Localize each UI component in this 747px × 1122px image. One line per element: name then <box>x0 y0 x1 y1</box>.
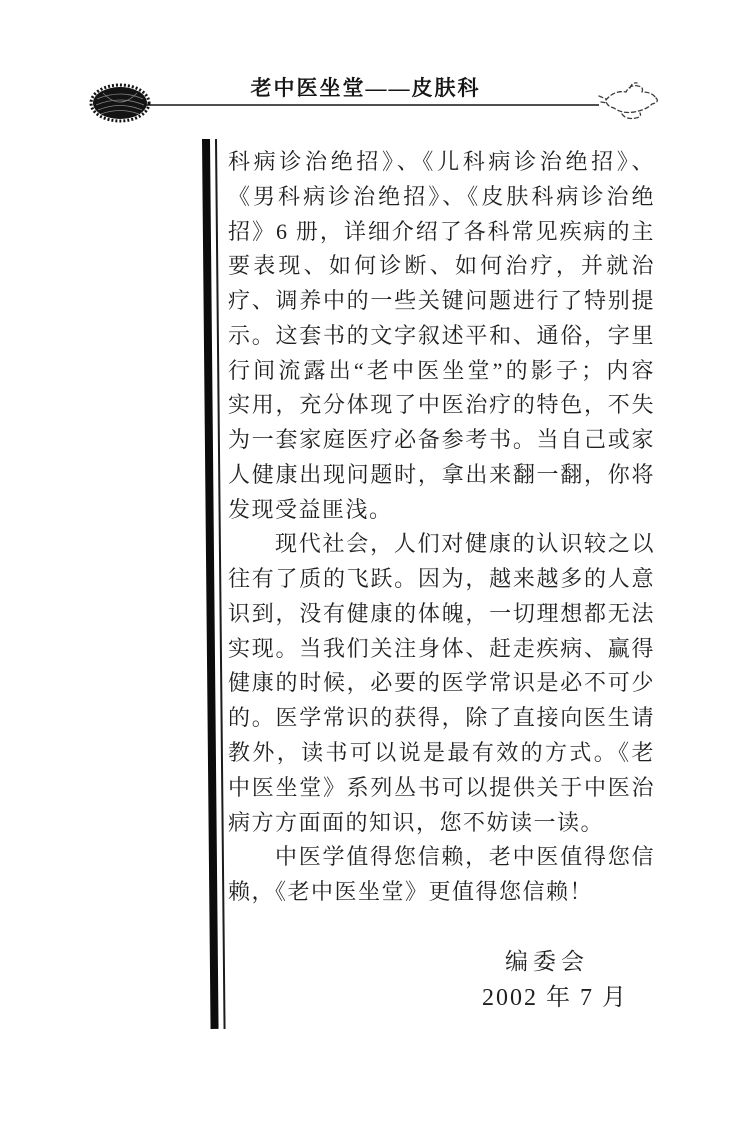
text-line: 发现受益匪浅。 <box>228 496 393 522</box>
bird-sketch-ornament <box>596 76 662 133</box>
text-line: 示。这套书的文字叙述平和、通俗，字里 <box>228 322 655 348</box>
text-line: 识到，没有健康的体魄，一切理想都无法 <box>228 600 655 626</box>
header-divider <box>136 104 599 106</box>
text-line: 教外，读书可以说是最有效的方式。《老 <box>228 740 655 766</box>
text-line: 的。医学常识的获得，除了直接向医生请 <box>228 705 655 731</box>
signature-date: 2002 年 7 月 <box>482 985 628 1011</box>
ink-blob-ornament <box>89 81 153 130</box>
text-line: 行间流露出“老中医坐堂”的影子；内容 <box>228 357 655 383</box>
text-line: 要表现、如何诊断、如何治疗，并就治 <box>228 253 655 279</box>
text-line: 科病诊治绝招》、《儿科病诊治绝招》、 <box>228 149 655 174</box>
body-text-column <box>228 145 655 910</box>
text-line: 现代社会，人们对健康的认识较之以 <box>275 531 655 557</box>
text-line: 招》6 册，详细介绍了各科常见疾病的主 <box>228 218 655 244</box>
text-line: 中医坐堂》系列丛书可以提供关于中医治 <box>228 774 655 800</box>
text-line: 实现。当我们关注身体、赶走疾病、赢得 <box>228 635 655 661</box>
text-line: 中医学值得您信赖，老中医值得您信 <box>275 844 655 870</box>
text-line: 健康的时候，必要的医学常识是必不可少 <box>228 670 655 696</box>
text-line: 实用，充分体现了中医治疗的特色，不失 <box>228 392 655 418</box>
text-line: 人健康出现问题时，拿出来翻一翻，你将 <box>228 461 655 487</box>
text-line: 病方方面面的知识，您不妨读一读。 <box>228 809 605 835</box>
text-line: 疗、调养中的一些关键问题进行了特别提 <box>228 288 655 314</box>
text-line: 赖，《老中医坐堂》更值得您信赖！ <box>228 879 594 905</box>
signature-block <box>228 944 655 1016</box>
text-line: 为一套家庭医疗必备参考书。当自己或家 <box>228 427 655 453</box>
text-line: 《男科病诊治绝招》、《皮肤科病诊治绝 <box>228 183 655 209</box>
signature-author: 编委会 <box>505 949 589 974</box>
text-line: 往有了质的飞跃。因为，越来越多的人意 <box>228 566 655 592</box>
page-header-title: 老中医坐堂——皮肤科 <box>250 76 481 100</box>
